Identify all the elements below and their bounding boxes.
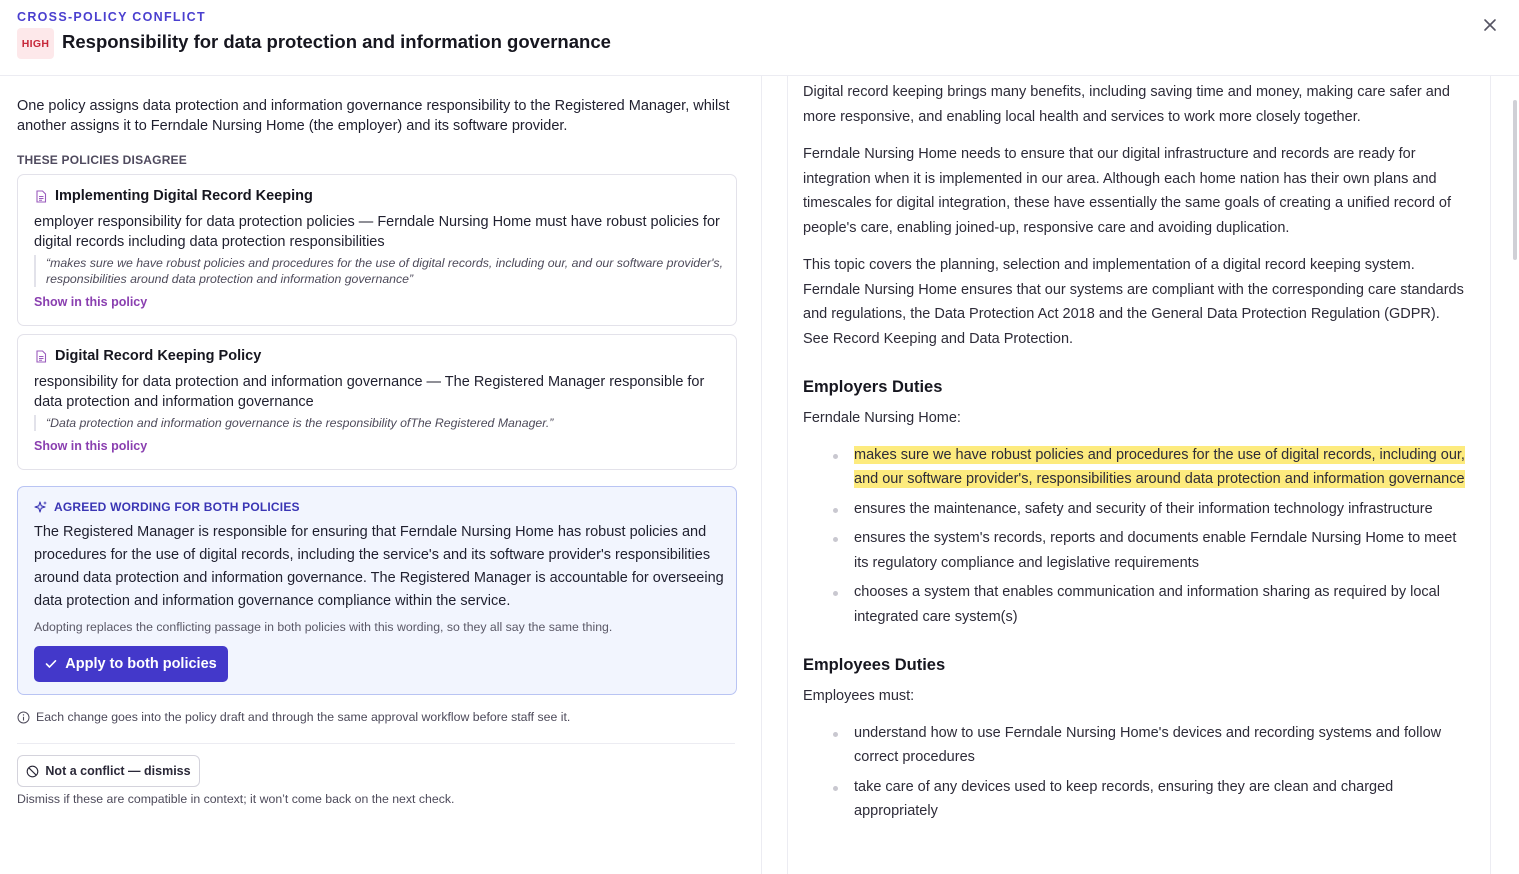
info-icon xyxy=(17,711,30,724)
dismiss-button-label: Not a conflict — dismiss xyxy=(45,764,191,778)
show-in-policy-link[interactable]: Show in this policy xyxy=(34,439,148,453)
highlighted-passage: makes sure we have robust policies and procedures for the use of digital records, including our, and our software provider's, responsibilities around data protection and information governance xyxy=(854,446,1465,487)
document-body xyxy=(803,80,1465,829)
policy-card xyxy=(17,334,737,470)
policy-title: Digital Record Keeping Policy xyxy=(55,348,262,364)
policy-document-preview[interactable] xyxy=(787,76,1491,874)
close-button[interactable] xyxy=(1477,12,1503,38)
check-icon xyxy=(45,659,57,669)
divider xyxy=(17,743,735,744)
employers-duties-heading: Employers Duties xyxy=(803,378,943,396)
list-item xyxy=(854,443,1465,492)
document-icon xyxy=(35,350,47,363)
sparkle-icon xyxy=(34,500,48,514)
list-item: chooses a system that enables communication and information sharing as required by local integrated care system(s) xyxy=(854,580,1465,629)
dismiss-note: Dismiss if these are compatible in context; it won’t come back on the next check. xyxy=(17,792,455,806)
severity-badge: HIGH xyxy=(17,28,54,59)
policy-quote: “Data protection and information governance is the responsibility ofThe Registered Manager.” xyxy=(34,415,726,431)
agreed-wording-label: AGREED WORDING FOR BOTH POLICIES xyxy=(54,500,300,514)
list-item: ensures the system's records, reports and documents enable Ferndale Nursing Home to meet its regulatory compliance and legislative requirements xyxy=(854,526,1465,575)
show-in-policy-link[interactable]: Show in this policy xyxy=(34,295,148,309)
dismiss-button[interactable] xyxy=(17,755,200,787)
close-icon xyxy=(1483,18,1497,32)
document-paragraph: Digital record keeping brings many benefits, including saving time and money, making care safer and more responsive, and enabling local health and services to work more closely together. xyxy=(803,84,1450,125)
employees-intro: Employees must: xyxy=(803,688,915,704)
dialog-header xyxy=(0,0,1519,76)
list-item: take care of any devices used to keep records, ensuring they are clean and charged appropriately xyxy=(854,775,1465,824)
employers-intro: Ferndale Nursing Home: xyxy=(803,410,961,426)
workflow-info xyxy=(17,710,570,724)
conflict-type-label: CROSS-POLICY CONFLICT xyxy=(17,10,206,24)
agreed-wording-text: The Registered Manager is responsible for ensuring that Ferndale Nursing Home has robust policies and procedures for the use of digital records, including the service's and its software provider's responsibilities around data protection and information governance. The Registered Manager is accountable for overseeing data protection and information governance compliance within the service. xyxy=(34,524,724,609)
apply-to-both-button[interactable] xyxy=(34,646,228,682)
employees-duties-heading: Employees Duties xyxy=(803,656,946,674)
policy-title: Implementing Digital Record Keeping xyxy=(55,188,313,204)
conflict-summary: One policy assigns data protection and information governance responsibility to the Registered Manager, whilst another assigns it to Ferndale Nursing Home (the employer) and its software provider. xyxy=(17,98,730,134)
policy-card xyxy=(17,174,737,326)
ban-icon xyxy=(26,765,39,778)
document-paragraph: Ferndale Nursing Home needs to ensure that our digital infrastructure and records are ready for integration when it is implemented in our area. Although each home nation has their own plans and timescales for digital integration, these have essentially the same goals of creating a unified record of people's care, enabling joined-up, responsive care and avoiding duplication. xyxy=(803,146,1452,236)
policy-position: employer responsibility for data protection policies — Ferndale Nursing Home must have robust policies for digital records including data protection responsibilities xyxy=(34,214,720,250)
list-item: understand how to use Ferndale Nursing Home's devices and recording systems and follow correct procedures xyxy=(854,721,1465,770)
agreed-wording-note: Adopting replaces the conflicting passage in both policies with this wording, so they all say the same thing. xyxy=(34,620,613,634)
policy-position: responsibility for data protection and information governance — The Registered Manager responsible for data protection and information governance xyxy=(34,374,705,410)
list-item: ensures the maintenance, safety and security of their information technology infrastructure xyxy=(854,497,1465,522)
page-title: Responsibility for data protection and information governance xyxy=(62,31,611,52)
workflow-info-text: Each change goes into the policy draft and through the same approval workflow before staff see it. xyxy=(36,710,571,724)
disagree-section-label: THESE POLICIES DISAGREE xyxy=(17,153,187,167)
policy-quote: “makes sure we have robust policies and procedures for the use of digital records, including our, and our software provider's, responsibilities around data protection and information governance” xyxy=(34,255,726,287)
employers-duties-list xyxy=(803,443,1465,630)
scrollbar[interactable] xyxy=(1513,100,1517,260)
agreed-wording-box xyxy=(17,486,737,695)
conflict-panel xyxy=(0,76,762,874)
employees-duties-list xyxy=(803,721,1465,824)
apply-button-label: Apply to both policies xyxy=(65,656,217,672)
document-paragraph: This topic covers the planning, selection and implementation of a digital record keeping system. Ferndale Nursing Home ensures that our systems are compliant with the corresponding care standards and regulations, the Data Protection Act 2018 and the General Data Protection Regulation (GDPR). See Record Keeping and Data Protection. xyxy=(803,257,1464,347)
document-icon xyxy=(35,190,47,203)
